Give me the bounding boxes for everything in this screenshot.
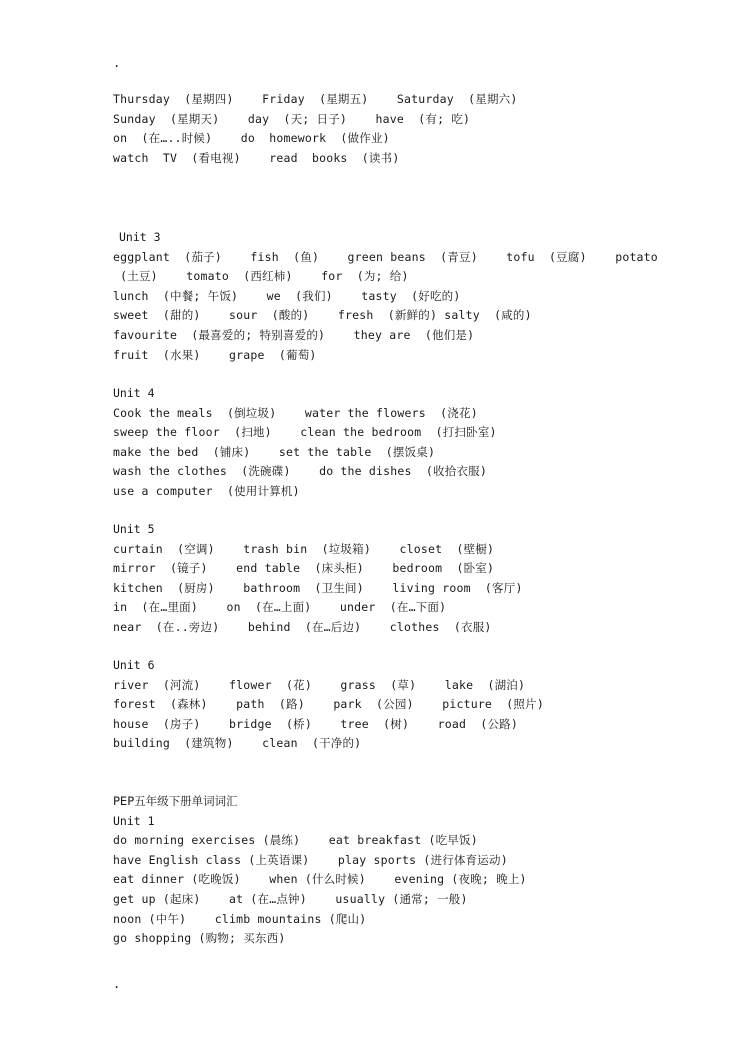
vocab-line: do morning exercises (晨练) eat breakfast (吃早饭) [113,833,478,848]
vocab-line: lunch (中餐; 午饭) we (我们) tasty (好吃的) [113,288,461,303]
vocab-line: forest (森林) path (路) park (公园) picture (照片) [113,697,544,712]
vocab-line: favourite (最喜爱的; 特别喜爱的) they are (他们是) [113,327,475,342]
vocab-line: Thursday (星期四) Friday (星期五) Saturday (星期六) [113,92,518,106]
vocab-line: river (河流) flower (花) grass (草) lake (湖泊) [113,677,526,692]
grade5-unit1-block [113,792,713,949]
unit-heading: Unit 1 [113,813,155,828]
page-mark-top: . [113,56,121,70]
unit6-block [113,656,713,754]
vocab-line: in (在…里面) on (在…上面) under (在…下面) [113,600,447,615]
vocab-line: near (在..旁边) behind (在…后边) clothes (衣服) [113,619,492,634]
vocab-line: get up (起床) at (在…点钟) usually (通常; 一般) [113,891,468,906]
unit3-block [113,228,713,365]
vocab-line: building (建筑物) clean (干净的) [113,736,362,751]
vocab-line: Cook the meals (倒垃圾) water the flowers (浇花) [113,405,478,420]
vocab-line: wash the clothes (洗碗碟) do the dishes (收拾衣服) [113,464,487,479]
vocab-line: sweep the floor (扫地) clean the bedroom (打扫卧室) [113,425,497,440]
vocab-line: eggplant (茄子) fish (鱼) green beans (青豆) tofu (豆腐) potato [113,249,658,264]
vocab-line: kitchen (厨房) bathroom (卫生间) living room (客厅) [113,580,523,595]
vocab-line: eat dinner (吃晚饭) when (什么时候) evening (夜晚; 晚上) [113,872,527,887]
vocab-line: curtain (空调) trash bin (垃圾箱) closet (壁橱) [113,541,495,556]
vocab-line: fruit (水果) grape (葡萄) [113,347,317,362]
unit-heading: Unit 6 [113,658,155,672]
vocab-line: sweet (甜的) sour (酸的) fresh (新鲜的) salty (咸的) [113,308,532,323]
unit4-block [113,384,713,502]
vocab-line: noon (中午) climb mountains (爬山) [113,911,367,926]
vocab-line: watch TV (看电视) read books (读书) [113,150,400,165]
vocab-line: use a computer (使用计算机) [113,483,300,498]
unit-heading: Unit 3 [119,230,161,244]
unit-heading: Unit 4 [113,386,155,400]
vocab-line: house (房子) bridge (桥) tree (树) road (公路) [113,716,519,731]
vocab-line: make the bed (铺床) set the table (摆饭桌) [113,444,436,459]
vocab-line: on (在…..时候) do homework (做作业) [113,131,390,146]
section-title: PEP五年级下册单词词汇 [113,794,238,808]
days-vocabulary-block [113,90,713,168]
page-mark-bottom: . [113,977,121,991]
unit-heading: Unit 5 [113,522,155,536]
vocab-line: have English class (上英语课) play sports (进行体育运动) [113,852,508,867]
vocab-line: go shopping (购物; 买东西) [113,931,286,946]
vocab-line: mirror (镜子) end table (床头柜) bedroom (卧室) [113,561,495,576]
vocab-line: (土豆) tomato (西红柿) for (为; 给) [113,269,409,284]
unit5-block [113,520,713,638]
vocab-line: Sunday (星期天) day (天; 日子) have (有; 吃) [113,111,471,126]
